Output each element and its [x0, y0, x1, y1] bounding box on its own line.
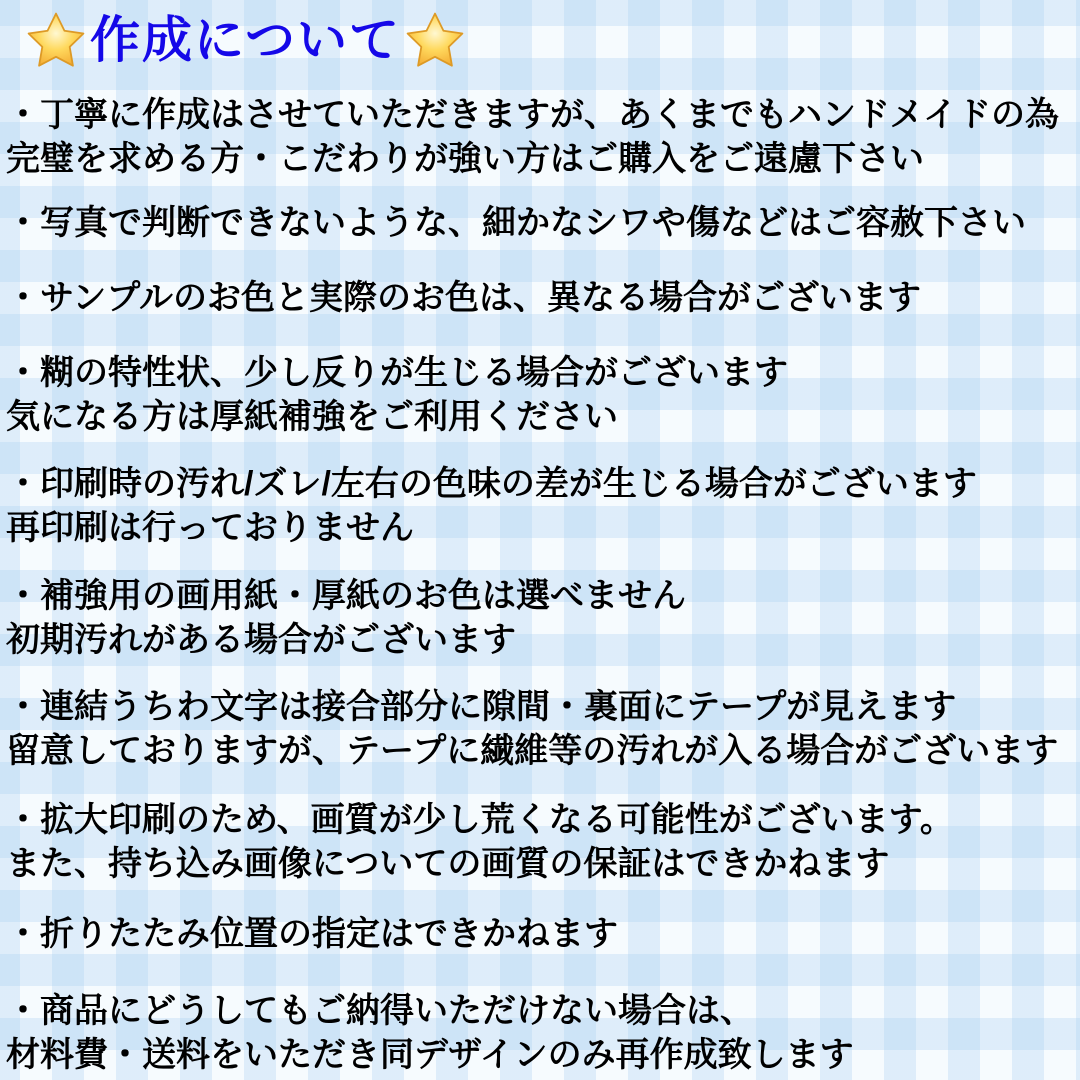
notice-block — [6, 574, 1080, 662]
notice-block — [6, 276, 1080, 320]
notice-line: 完璧を求める方・こだわりが強い方はご購入をご遠慮下さい — [6, 140, 924, 178]
notice-line: ・糊の特性状、少し反りが生じる場合がございます — [6, 354, 788, 392]
notice-line: 材料費・送料をいただき同デザインのみ再作成致します — [6, 1036, 854, 1074]
star-icon — [405, 10, 465, 70]
notice-block — [6, 989, 1080, 1077]
page-title-text: 作成について — [90, 12, 401, 68]
notice-block — [6, 351, 1080, 439]
notice-line: ・写真で判断できないような、細かなシワや傷などはご容赦下さい — [6, 204, 1026, 242]
notice-line: ・連結うちわ文字は接合部分に隙間・裏面にテープが見えます — [6, 688, 957, 726]
notice-line: ・拡大印刷のため、画質が少し荒くなる可能性がございます。 — [6, 801, 954, 839]
notice-line: 再印刷は行っておりません — [6, 509, 414, 547]
notice-line: 留意しておりますが、テープに繊維等の汚れが入る場合がございます — [6, 732, 1059, 770]
notice-line: ・商品にどうしてもご納得いただけない場合は、 — [6, 992, 754, 1030]
notice-line: ・丁寧に作成はさせていただきますが、あくまでもハンドメイドの為 — [6, 96, 1059, 134]
page-title — [26, 8, 465, 72]
notice-block — [6, 912, 1080, 956]
notice-block — [6, 201, 1080, 245]
notice-line: ・サンプルのお色と実際のお色は、異なる場合がございます — [6, 279, 921, 317]
notice-block — [6, 462, 1080, 550]
notice-line: ・折りたたみ位置の指定はできかねます — [6, 915, 618, 953]
notice-line: 初期汚れがある場合がございます — [6, 621, 516, 659]
notice-block — [6, 93, 1080, 181]
notice-line: ・補強用の画用紙・厚紙のお色は選べません — [6, 577, 686, 615]
star-icon — [26, 10, 86, 70]
notice-block — [6, 798, 1080, 886]
notice-line: また、持ち込み画像についての画質の保証はできかねます — [6, 845, 890, 883]
notice-block — [6, 685, 1080, 773]
notice-line: 気になる方は厚紙補強をご利用ください — [6, 398, 618, 436]
notice-line: ・印刷時の汚れ/ズレ/左右の色味の差が生じる場合がございます — [6, 465, 977, 503]
